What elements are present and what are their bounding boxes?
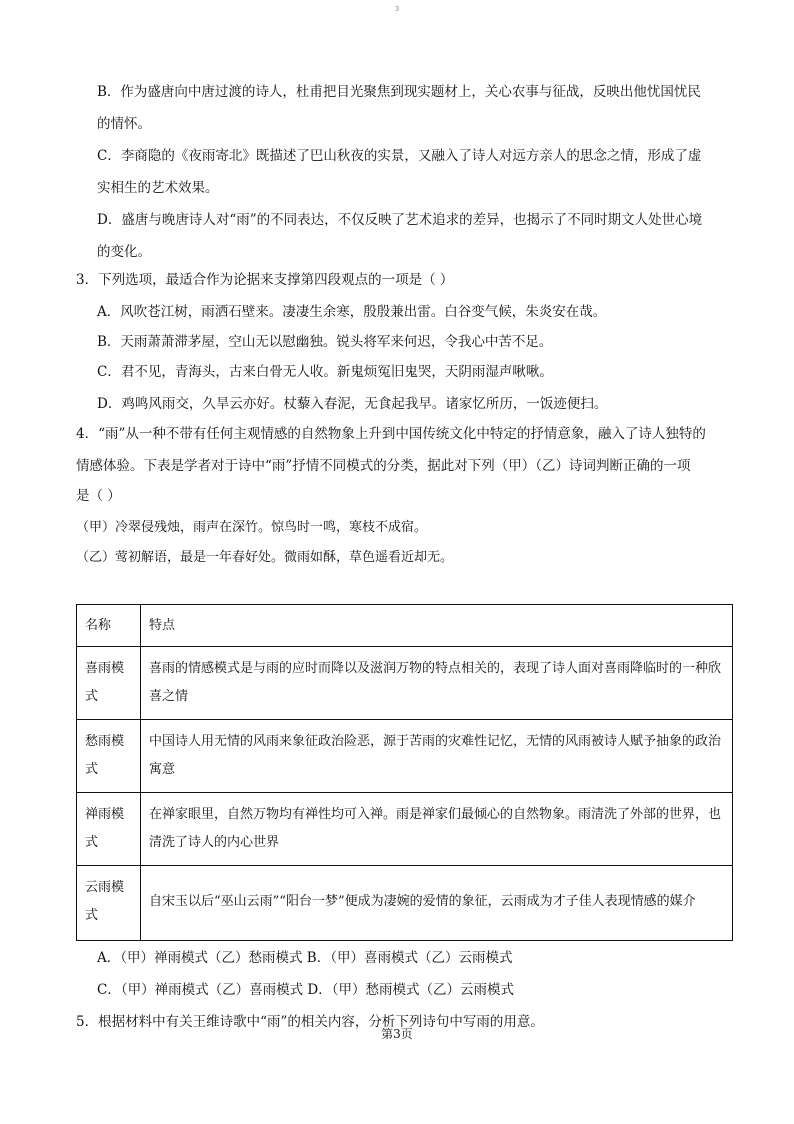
table-cell-name: 云雨模式 xyxy=(85,880,125,923)
table-row xyxy=(77,719,732,792)
text-line: 4．“雨”从一种不带有任何主观情感的自然物象上升到中国传统文化中特定的抒情意象，融入了诗人独特的 xyxy=(76,426,706,442)
text-line: D．盛唐与晚唐诗人对“雨”的不同表达，不仅反映了艺术追求的差异，也揭示了不同时期文人处世心境 xyxy=(97,212,703,228)
table-cell-name: 禅雨模式 xyxy=(85,807,125,850)
text-line: D．鸡鸣风雨交，久旱云亦好。杖藜入春泥，无食起我早。诸家忆所历，一饭迹便扫。 xyxy=(97,396,608,412)
table-row xyxy=(77,792,732,865)
text-line: 5．根据材料中有关王维诗歌中“雨”的相关内容，分析下列诗句中写雨的用意。 xyxy=(76,1014,544,1030)
table-cell-name: 愁雨模式 xyxy=(85,734,125,777)
text-line: C．李商隐的《夜雨寄北》既描述了巴山秋夜的实景，又融入了诗人对远方亲人的思念之情，形成了虚 xyxy=(97,148,702,164)
page-top-mark: 3 xyxy=(395,6,399,13)
table-header-row xyxy=(77,605,732,646)
text-line: 的情怀。 xyxy=(97,116,151,132)
text-line: C．（甲）禅雨模式（乙）喜雨模式 D．（甲）愁雨模式（乙）云雨模式 xyxy=(97,982,514,998)
table-cell-feature: 中国诗人用无情的风雨来象征政治险恶，源于苦雨的灾难性记忆，无情的风雨被诗人赋予抽象的政治寓意 xyxy=(149,734,722,777)
text-line: （甲）冷翠侵残烛，雨声在深竹。惊鸟时一鸣，寒枝不成宿。 xyxy=(76,520,428,535)
text-line: 3．下列选项，最适合作为论据来支撑第四段观点的一项是（ ） xyxy=(76,272,454,288)
text-line: （乙）莺初解语，最是一年春好处。微雨如酥，草色遥看近却无。 xyxy=(76,550,454,565)
table-cell-feature: 喜雨的情感模式是与雨的应时而降以及滋润万物的特点相关的，表现了诗人面对喜雨降临时的一种欣喜之情 xyxy=(149,661,722,704)
table-header-name: 名称 xyxy=(85,618,112,633)
text-line: 实相生的艺术效果。 xyxy=(97,180,219,196)
text-line: 是（ ） xyxy=(76,488,121,504)
text-line: A．（甲）禅雨模式（乙）愁雨模式 B．（甲）喜雨模式（乙）云雨模式 xyxy=(97,950,513,966)
table-row xyxy=(77,865,732,941)
table-row xyxy=(77,646,732,719)
text-line: B．作为盛唐向中唐过渡的诗人，杜甫把目光聚焦到现实题材上，关心农事与征战，反映出他忧国忧民 xyxy=(97,84,701,100)
table-header-feature: 特点 xyxy=(149,618,176,633)
text-line: 情感体验。下表是学者对于诗中“雨”抒情不同模式的分类，据此对下列（甲）（乙）诗词判断正确的一项 xyxy=(76,458,691,474)
table-cell-feature: 在禅家眼里，自然万物均有禅性均可入禅。雨是禅家们最倾心的自然物象。雨清洗了外部的世界，也清洗了诗人的内心世界 xyxy=(149,807,722,850)
text-line: C．君不见，青海头，古来白骨无人收。新鬼烦冤旧鬼哭，天阴雨湿声啾啾。 xyxy=(97,364,553,380)
rain-mode-table xyxy=(76,604,733,941)
table-cell-name: 喜雨模式 xyxy=(85,661,125,704)
page-number: 第3页 xyxy=(381,1027,413,1041)
text-line: B．天雨萧萧滞茅屋，空山无以慰幽独。锐头将军来何迟，令我心中苦不足。 xyxy=(97,334,553,350)
text-line: A．风吹苍江树，雨洒石壁来。凄凄生余寒，殷殷兼出雷。白谷变气候，朱炎安在哉。 xyxy=(97,304,607,320)
text-line: 的变化。 xyxy=(97,244,151,260)
table-cell-feature: 自宋玉以后“巫山云雨”“阳台一梦”便成为凄婉的爱情的象征，云雨成为才子佳人表现情感的媒介 xyxy=(149,894,696,909)
